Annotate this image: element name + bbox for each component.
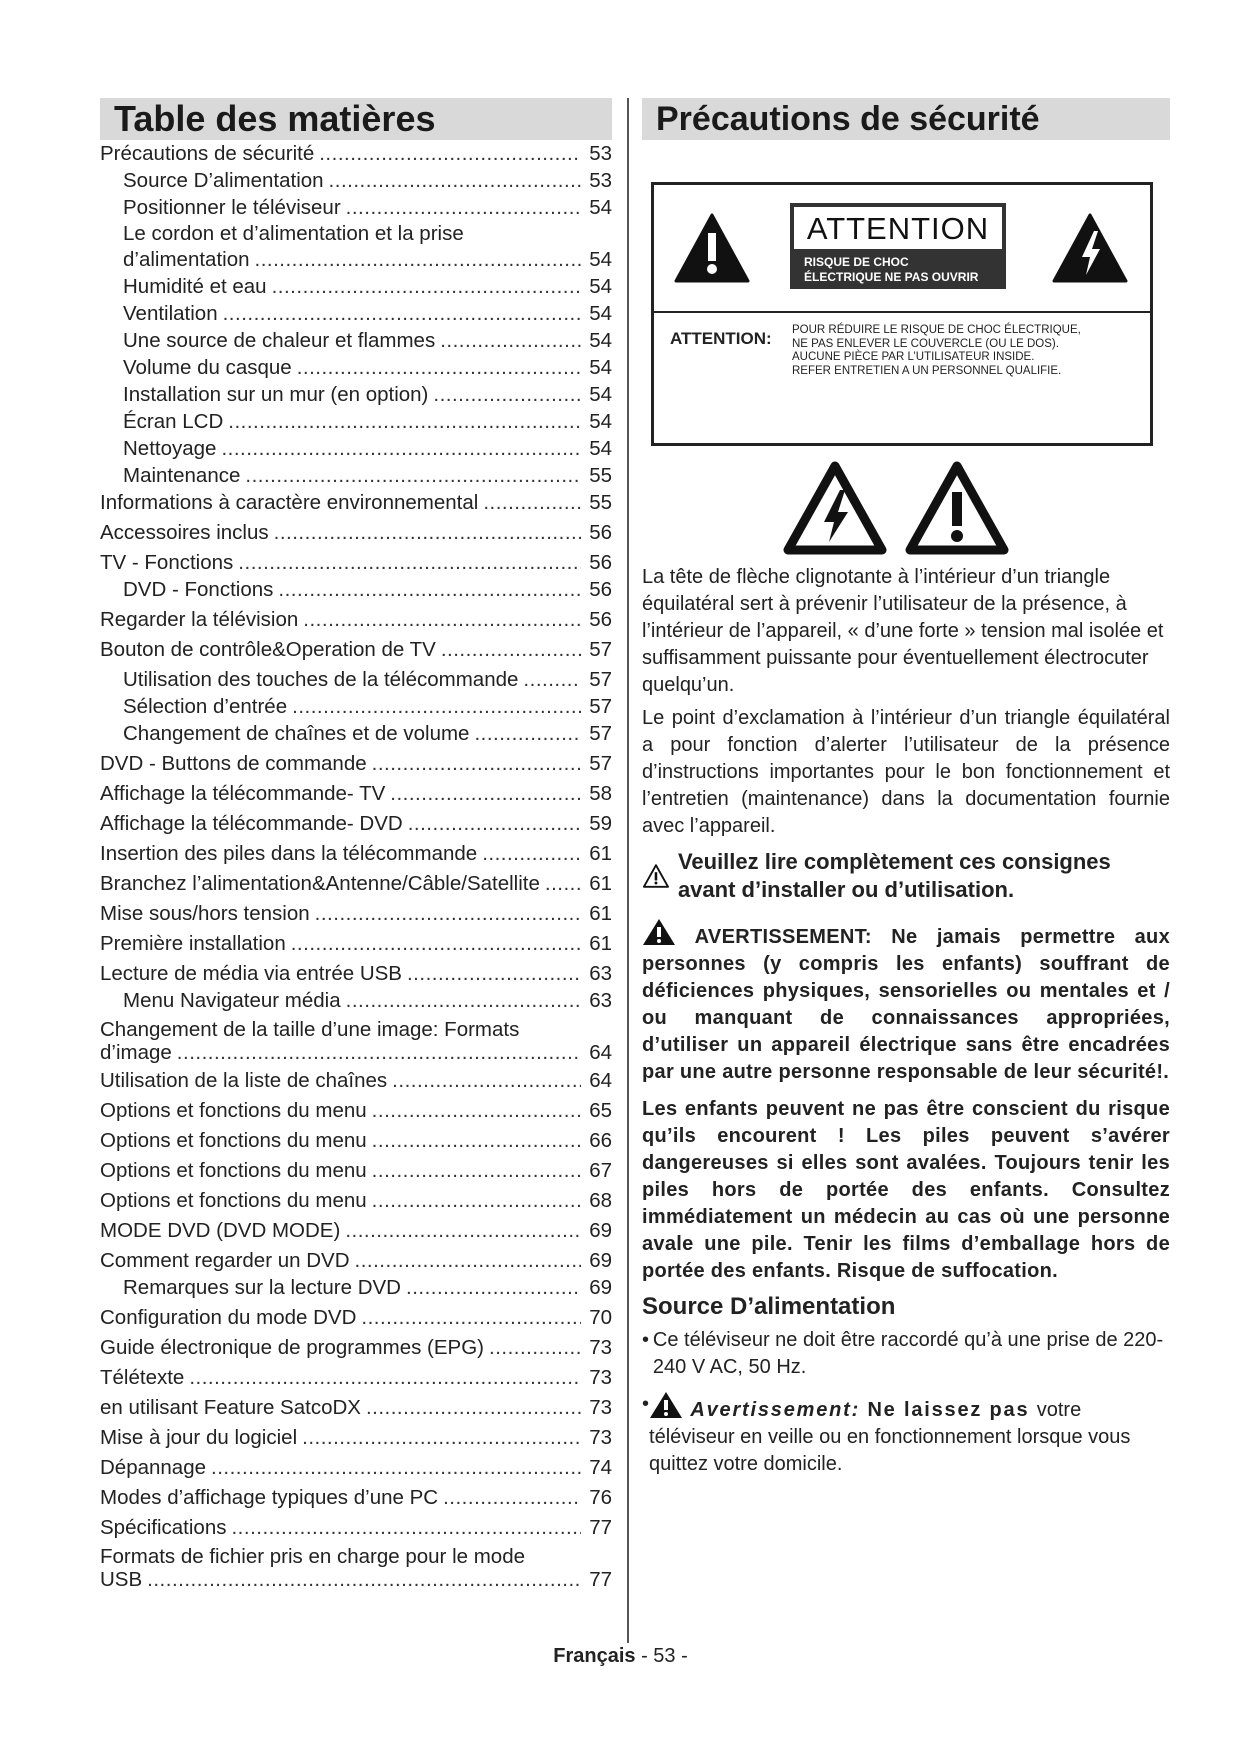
toc-entry-label: Options et fonctions du menu (100, 1099, 367, 1122)
toc-leader-dots (440, 327, 581, 354)
toc-leader-dots (372, 750, 581, 777)
toc-leader-dots (372, 1097, 581, 1124)
toc-entry-label: Affichage la télécommande- DVD (100, 812, 403, 835)
exclamation-outline-icon (904, 460, 1010, 556)
toc-entry-page: 61 (589, 842, 612, 865)
toc-entry (100, 1097, 612, 1124)
warning-solid-icon (649, 1391, 683, 1419)
read-instructions-text: Veuillez lire complètement ces consignes avant d’installer ou d’utilisation. (677, 849, 1111, 902)
safety-column (642, 98, 1170, 1478)
toc-entry-label: MODE DVD (DVD MODE) (100, 1219, 341, 1242)
toc-entry (100, 1569, 612, 1591)
toc-entry (100, 354, 612, 381)
lightning-outline-icon (782, 460, 888, 556)
toc-leader-dots (329, 167, 581, 194)
toc-entry-page: 73 (589, 1336, 612, 1359)
toc-leader-dots (278, 576, 581, 603)
warning-persons-text: AVERTISSEMENT: Ne jamais permettre aux personnes (y compris les enfants) souffrant de déficiences physiques, sensorielles ou mentales et / ou manquant de connaissances appropriées, d’utiliser un appareil électrique sans être encadrées par une autre personne responsable de leur sécurité!. (642, 926, 1171, 1083)
toc-leader-dots (372, 1157, 581, 1184)
toc-entry-page: 57 (589, 668, 612, 691)
bullet-dot: • (642, 1329, 650, 1351)
toc-entry (100, 167, 612, 194)
toc-leader-dots (228, 408, 581, 435)
attention-text-line-3: AUCUNE PIÈCE PAR L’UTILISATEUR INSIDE. (792, 351, 1035, 363)
attention-sub-line-2: ÉLECTRIQUE NE PAS OUVRIR (804, 270, 979, 284)
toc-entry-page: 54 (589, 196, 612, 219)
toc-entry-page: 54 (589, 383, 612, 406)
power-warning-label: Avertissement: (690, 1399, 861, 1421)
toc-leader-dots (221, 435, 581, 462)
toc-entry-label: en utilisant Feature SatcoDX (100, 1396, 361, 1419)
toc-entry-label: DVD - Fonctions (123, 578, 274, 601)
toc-entry-page: 59 (589, 812, 612, 835)
toc-leader-dots (408, 810, 581, 837)
toc-leader-dots (545, 870, 581, 897)
toc-entry (100, 246, 612, 273)
toc-entry-page: 70 (589, 1306, 612, 1329)
toc-entry-page: 55 (589, 491, 612, 514)
toc-leader-dots (238, 549, 581, 576)
toc-entry-page: 54 (589, 275, 612, 298)
toc-entry (100, 606, 612, 633)
toc-leader-dots (292, 693, 581, 720)
toc-leader-dots (302, 1424, 581, 1451)
toc-entry-label: Modes d’affichage typiques d’une PC (100, 1486, 439, 1509)
toc-entry-page: 57 (589, 752, 612, 775)
power-source-title: Source D’alimentation (642, 1293, 896, 1320)
toc-entry-label: d’image (100, 1041, 172, 1064)
toc-entry-page: 57 (589, 722, 612, 745)
toc-leader-dots (291, 930, 581, 957)
toc-entry-page: 56 (589, 551, 612, 574)
toc-entry (100, 327, 612, 354)
toc-entry-label: d’alimentation (123, 248, 250, 271)
toc-entry-label: Première installation (100, 932, 286, 955)
toc-entry-page: 77 (589, 1568, 612, 1591)
warning-outline-icon (642, 856, 670, 896)
toc-entry (100, 1157, 612, 1184)
toc-entry (100, 1217, 612, 1244)
toc-entry (100, 1067, 612, 1094)
toc-entry-page: 73 (589, 1426, 612, 1449)
toc-leader-dots (523, 666, 581, 693)
toc-entry-page: 56 (589, 608, 612, 631)
toc-leader-dots (443, 1484, 581, 1511)
toc-leader-dots (245, 462, 581, 489)
warning-persons (642, 918, 1170, 1086)
toc-entry-page: 77 (589, 1516, 612, 1539)
attention-text-line-2: NE PAS ENLEVER LE COUVERCLE (OU LE DOS). (792, 337, 1059, 350)
toc-entry-label: Positionner le téléviseur (123, 196, 341, 219)
footer-page-number: - 53 - (641, 1645, 688, 1667)
toc-leader-dots (297, 354, 581, 381)
toc-entry-label: Insertion des piles dans la télécommande (100, 842, 478, 865)
toc-entry-label: Lecture de média via entrée USB (100, 962, 402, 985)
toc-entry-label: Volume du casque (123, 356, 292, 379)
toc-entry-label: Comment regarder un DVD (100, 1249, 350, 1272)
symbol-icons (642, 446, 1170, 564)
toc-entry-page: 66 (589, 1129, 612, 1152)
toc-entry-label: Maintenance (123, 464, 241, 487)
toc-column (100, 98, 612, 1591)
toc-entry-page: 64 (589, 1041, 612, 1064)
toc-leader-dots (433, 381, 581, 408)
toc-entry (100, 870, 612, 897)
toc-entry-page: 68 (589, 1189, 612, 1212)
toc-leader-dots (366, 1394, 581, 1421)
toc-leader-dots (346, 987, 581, 1014)
toc-entry-page: 61 (589, 872, 612, 895)
toc-entry (100, 987, 612, 1014)
toc-entry-page: 73 (589, 1396, 612, 1419)
toc-entry (100, 300, 612, 327)
warning-solid-icon (642, 918, 676, 946)
attention-label (790, 203, 1006, 289)
toc-entry (100, 519, 612, 546)
toc-leader-dots (372, 1127, 581, 1154)
toc-entry (100, 140, 612, 167)
toc-entry (100, 273, 612, 300)
toc-leader-dots (406, 1274, 581, 1301)
toc-leader-dots (355, 1247, 581, 1274)
toc-entry-page: 54 (589, 248, 612, 271)
toc-leader-dots (392, 1067, 581, 1094)
toc-entry (100, 435, 612, 462)
toc-entry-page: 56 (589, 578, 612, 601)
toc-entry-page: 69 (589, 1249, 612, 1272)
toc-entry-label: Le cordon et d’alimentation et la prise (123, 222, 464, 245)
toc-entry-page: 69 (589, 1219, 612, 1242)
attention-caption: ATTENTION: (670, 329, 772, 348)
toc-entry-page: 57 (589, 695, 612, 718)
toc-entry (100, 408, 612, 435)
toc-entry-page: 74 (589, 1456, 612, 1479)
toc-entry-page: 53 (589, 169, 612, 192)
column-divider (627, 98, 629, 1643)
toc-entry-label: Installation sur un mur (en option) (123, 383, 429, 406)
toc-leader-dots (372, 1187, 581, 1214)
toc-entry-label: Mise sous/hors tension (100, 902, 310, 925)
toc-entry (100, 750, 612, 777)
toc-entry (100, 810, 612, 837)
toc-entry (100, 381, 612, 408)
attention-text (792, 324, 1142, 378)
toc-entry-label: Configuration du mode DVD (100, 1306, 357, 1329)
toc-leader-dots (441, 636, 581, 663)
toc-entry-page: 57 (589, 638, 612, 661)
toc-leader-dots (272, 273, 581, 300)
power-bullet-1 (642, 1327, 1170, 1381)
toc-entry (100, 780, 612, 807)
attention-sub (804, 255, 978, 285)
toc-entry-page: 76 (589, 1486, 612, 1509)
toc-entry-label: Utilisation de la liste de chaînes (100, 1069, 388, 1092)
toc-entry-page: 67 (589, 1159, 612, 1182)
toc-leader-dots (319, 140, 581, 167)
toc-entry-label: Options et fonctions du menu (100, 1129, 367, 1152)
toc-entry-page: 55 (589, 464, 612, 487)
page-footer (0, 1645, 1241, 1668)
toc-entry-page: 58 (589, 782, 612, 805)
toc-leader-dots (211, 1454, 581, 1481)
toc-entry-label: Dépannage (100, 1456, 207, 1479)
toc-entry (100, 489, 612, 516)
toc-entry-page: 54 (589, 437, 612, 460)
toc-entry-page: 54 (589, 329, 612, 352)
toc-leader-dots (345, 1217, 581, 1244)
bullet-dot: • (642, 1393, 650, 1415)
attention-text-line-1: POUR RÉDUIRE LE RISQUE DE CHOC ÉLECTRIQUE, (792, 324, 1081, 336)
toc-entry-page: 63 (589, 989, 612, 1012)
toc-entry (100, 1484, 612, 1511)
toc-leader-dots (346, 194, 581, 221)
toc-entry-label: Écran LCD (123, 410, 224, 433)
power-bullet-2-text (649, 1391, 1170, 1478)
toc-entry (100, 462, 612, 489)
toc-entry (100, 720, 612, 747)
toc-entry (100, 1247, 612, 1274)
warning-children: Les enfants peuvent ne pas être conscient du risque qu’ils encourent ! Les piles peuvent s’avérer dangereuses si elles sont avalées. Toujours tenir les piles hors de portée des enfants. Consultez immédiatement un médecin au cas où une personne avale une pile. Tenir les films d’emballage hors de portée des enfants. Risque de suffocation. (642, 1098, 1170, 1282)
toc-entry-page: 61 (589, 932, 612, 955)
toc-entry-page: 65 (589, 1099, 612, 1122)
toc-entry-page: 54 (589, 302, 612, 325)
toc-entry (100, 960, 612, 987)
toc-entry-label: Spécifications (100, 1516, 227, 1539)
toc-entry-label: Informations à caractère environnemental (100, 491, 479, 514)
toc-entry (100, 549, 612, 576)
toc-leader-dots (390, 780, 581, 807)
toc-entry (100, 1334, 612, 1361)
lightning-explanation: La tête de flèche clignotante à l’intérieur d’un triangle équilatéral sert à prévenir l’utilisateur de la présence, à l’intérieur de l’appareil, « d’une forte » tension mal isolée et suffisamment puissante pour éventuellement électrocuter quelqu’un. (642, 566, 1164, 696)
toc-entry-label: Branchez l’alimentation&Antenne/Câble/Satellite (100, 872, 540, 895)
attention-word: ATTENTION (794, 207, 1002, 249)
toc-entry-page: 63 (589, 962, 612, 985)
toc-entry-label: Remarques sur la lecture DVD (123, 1276, 401, 1299)
toc-entry (100, 1274, 612, 1301)
footer-language: Français (553, 1645, 636, 1667)
safety-title: Précautions de sécurité (642, 98, 1170, 140)
toc-leader-dots (255, 246, 582, 273)
read-instructions-note (642, 848, 1170, 904)
toc-entry-label: Changement de chaînes et de volume (123, 722, 470, 745)
toc-entry-label: Ventilation (123, 302, 218, 325)
toc-leader-dots (489, 1334, 581, 1361)
toc-entry-page: 61 (589, 902, 612, 925)
exclamation-triangle-icon (674, 213, 750, 283)
toc-entry-label: Nettoyage (123, 437, 217, 460)
toc-entry-page: 64 (589, 1069, 612, 1092)
toc-entry (100, 221, 612, 246)
toc-title: Table des matières (100, 98, 612, 140)
toc-entry-label: Une source de chaleur et flammes (123, 329, 436, 352)
power-warning-strong: Ne laissez pas (867, 1399, 1030, 1421)
toc-entry-label: Humidité et eau (123, 275, 267, 298)
toc-entry-label: USB (100, 1568, 143, 1591)
toc-entry (100, 636, 612, 663)
toc-entry-label: Accessoires inclus (100, 521, 269, 544)
toc-entry-label: Menu Navigateur média (123, 989, 341, 1012)
power-warning-text: votre téléviseur en veille ou en fonctionnement lorsque vous quittez votre domicile. (649, 1399, 1131, 1475)
toc-leader-dots (361, 1304, 581, 1331)
toc-entry-label: Changement de la taille d’une image: Formats (100, 1018, 520, 1041)
toc-entry (100, 1544, 612, 1569)
toc-list (100, 140, 612, 1591)
toc-entry (100, 1514, 612, 1541)
toc-leader-dots (482, 840, 581, 867)
toc-entry-page: 53 (589, 142, 612, 165)
toc-entry-page: 69 (589, 1276, 612, 1299)
toc-entry-label: TV - Fonctions (100, 551, 234, 574)
toc-entry (100, 1127, 612, 1154)
power-bullet-1-text: Ce téléviseur ne doit être raccordé qu’à une prise de 220-240 V AC, 50 Hz. (652, 1329, 1164, 1378)
toc-entry (100, 1017, 612, 1042)
toc-entry (100, 930, 612, 957)
toc-entry-label: Source D’alimentation (123, 169, 324, 192)
toc-entry-label: Bouton de contrôle&Operation de TV (100, 638, 436, 661)
lightning-triangle-icon (1052, 213, 1128, 283)
toc-leader-dots (274, 519, 581, 546)
toc-entry-page: 56 (589, 521, 612, 544)
toc-entry-page: 54 (589, 410, 612, 433)
attention-box (651, 182, 1153, 446)
toc-entry-label: DVD - Buttons de commande (100, 752, 367, 775)
toc-entry-label: Télétexte (100, 1366, 185, 1389)
toc-entry-label: Regarder la télévision (100, 608, 299, 631)
attention-header (654, 185, 1150, 313)
toc-entry-label: Options et fonctions du menu (100, 1189, 367, 1212)
toc-entry (100, 194, 612, 221)
toc-entry (100, 1187, 612, 1214)
toc-entry (100, 576, 612, 603)
toc-leader-dots (483, 489, 581, 516)
toc-leader-dots (315, 900, 581, 927)
toc-leader-dots (474, 720, 581, 747)
toc-entry-label: Affichage la télécommande- TV (100, 782, 386, 805)
toc-entry-page: 73 (589, 1366, 612, 1389)
toc-entry-label: Mise à jour du logiciel (100, 1426, 298, 1449)
toc-entry (100, 1424, 612, 1451)
attention-sub-line-1: RISQUE DE CHOC (804, 255, 909, 269)
toc-entry (100, 1454, 612, 1481)
toc-entry-label: Options et fonctions du menu (100, 1159, 367, 1182)
toc-entry (100, 1394, 612, 1421)
toc-leader-dots (223, 300, 581, 327)
toc-entry-label: Utilisation des touches de la télécommande (123, 668, 519, 691)
toc-entry (100, 1304, 612, 1331)
power-bullet-2 (642, 1391, 1170, 1478)
toc-entry-page: 54 (589, 356, 612, 379)
toc-entry (100, 900, 612, 927)
toc-leader-dots (407, 960, 581, 987)
toc-entry (100, 1042, 612, 1064)
attention-text-line-4: REFER ENTRETIEN A UN PERSONNEL QUALIFIE. (792, 364, 1062, 377)
toc-entry-label: Précautions de sécurité (100, 142, 315, 165)
exclamation-explanation: Le point d’exclamation à l’intérieur d’un triangle équilatéral a pour fonction d’alerter l’utilisateur de la présence d’instructions importantes pour le bon fonctionnement et l’entretien (maintenance) dans la documentation fournie avec l’appareil. (642, 707, 1170, 837)
toc-leader-dots (189, 1364, 581, 1391)
toc-leader-dots (147, 1569, 581, 1591)
toc-entry (100, 1364, 612, 1391)
toc-leader-dots (177, 1042, 581, 1064)
toc-entry (100, 693, 612, 720)
toc-entry-label: Guide électronique de programmes (EPG) (100, 1336, 484, 1359)
toc-entry (100, 666, 612, 693)
toc-entry-label: Formats de fichier pris en charge pour le mode (100, 1545, 526, 1568)
toc-leader-dots (231, 1514, 581, 1541)
toc-entry-label: Sélection d’entrée (123, 695, 288, 718)
toc-leader-dots (303, 606, 581, 633)
toc-entry (100, 840, 612, 867)
